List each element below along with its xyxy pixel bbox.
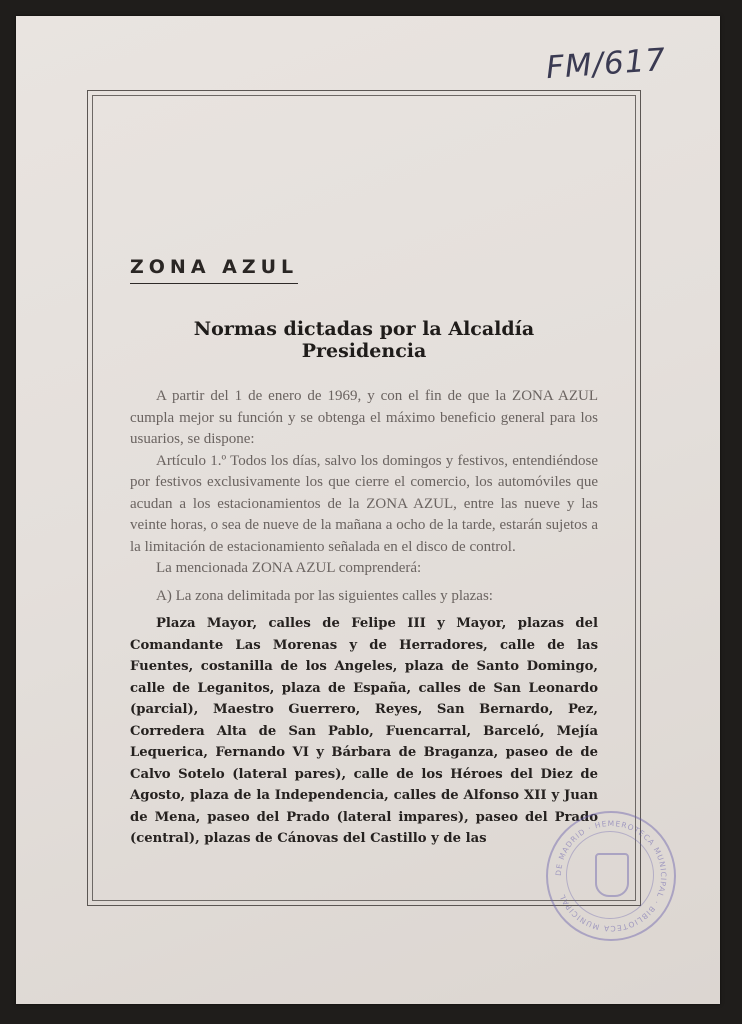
library-stamp [546,811,676,941]
document-subtitle: Normas dictadas por la Alcaldía Presidencia [193,318,535,362]
document-title: ZONA AZUL [130,256,298,284]
handwritten-reference: FM/617 [544,41,668,87]
paragraph-article-1: Artículo 1.º Todos los días, salvo los domingos y festivos, entendiéndose por festivos exclusivamente los que cierre el comercio, los automóviles que acudan a los estacionamientos de la ZONA AZUL, entre las nueve y las veinte horas, o sea de nueve de la mañana a ocho de la tarde, estarán sujetos a la limitación de estacionamiento señalada en el disco de control. [130,452,598,555]
paragraph-zone-a: A) La zona delimitada por las siguientes calles y plazas: [156,587,493,604]
svg-text:DE MADRID · HEMEROTECA MUNICIP: DE MADRID · HEMEROTECA MUNICIPAL · BIBLIOTECA MUNICIPAL [553,818,669,934]
paragraph-intro: A partir del 1 de enero de 1969, y con el fin de que la ZONA AZUL cumpla mejor su función y se obtenga el máximo beneficio general para los usuarios, se dispone: [130,388,598,447]
document-content [130,256,598,850]
document-page [16,16,720,1004]
coat-of-arms-icon [595,853,629,897]
streets-list: Plaza Mayor, calles de Felipe III y Mayor, plazas del Comandante Las Morenas y de Herradores, calle de las Fuentes, costanilla de los Angeles, plaza de Santo Domingo, calle de Leganitos, plaza de España, calles de San Leonardo (parcial), Maestro Guerrero, Reyes, San Bernardo, Pez, Corredera Alta de San Pablo, Fuencarral, Barceló, Mejía Lequerica, Fernando VI y Bárbara de Braganza, paseo de de Calvo Sotelo (lateral pares), calle de los Héroes del Diez de Agosto, plaza de la Independencia, calles de Alfonso XII y Juan de Mena, paseo del Prado (lateral impares), paseo del Prado (central), plazas de Cánovas del Castillo y de las [130,616,598,846]
body-text [130,386,598,607]
paragraph-zona-azul: La mencionada ZONA AZUL comprenderá: [156,560,422,576]
